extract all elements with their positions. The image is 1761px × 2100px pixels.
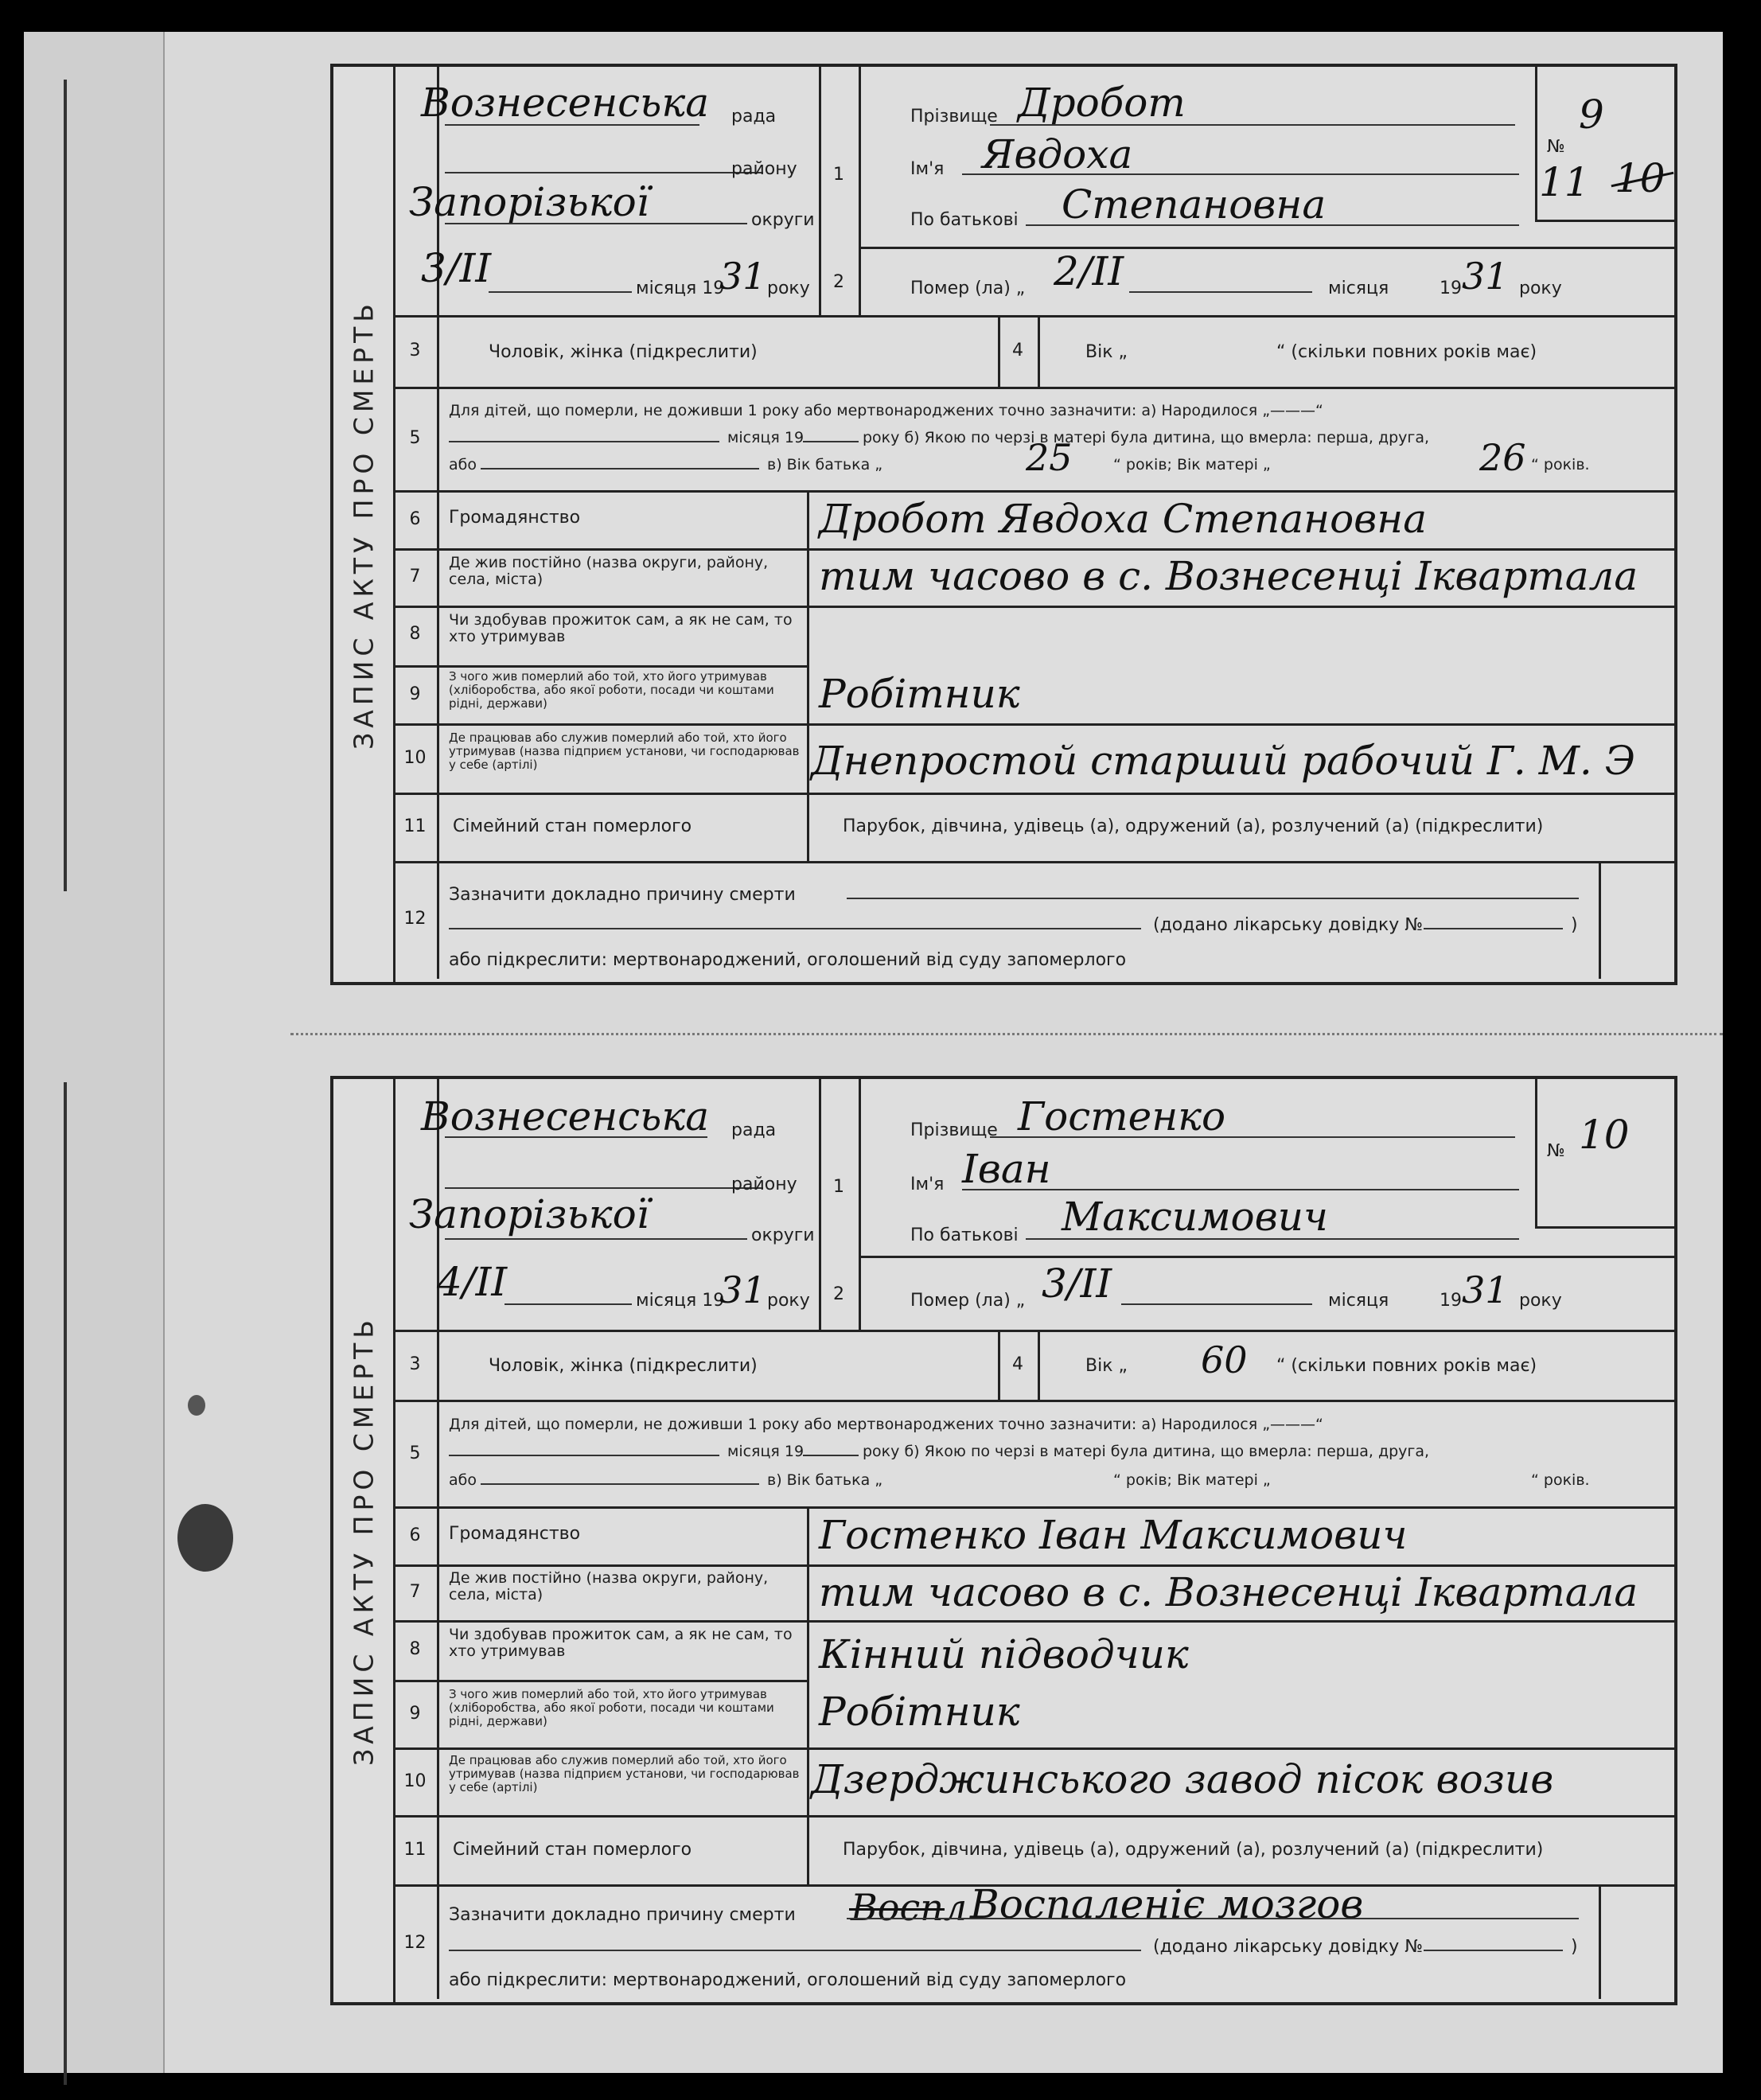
death-date-label: Помер (ла) „: [910, 279, 1026, 298]
support-label: Чи здобував прожиток сам, а як не сам, то хто утримував: [449, 1626, 793, 1660]
row-number: 10: [403, 1771, 427, 1791]
dovidka-label: (додано лікарську довідку №: [1153, 1937, 1424, 1957]
marital-status-label: Сімейний стан померлого: [453, 1840, 692, 1860]
registration-date: 3/II: [421, 245, 492, 291]
patronymic-value: Степановна: [1062, 181, 1327, 228]
row-number: 3: [409, 1354, 421, 1374]
gender-label: Чоловік, жінка (підкреслити): [489, 342, 758, 362]
surname-value: Гостенко: [1018, 1093, 1226, 1140]
father-age: 25: [1026, 436, 1073, 479]
citizenship-value: Гостенко Іван Максимович: [819, 1512, 1408, 1558]
okruhy-label: округи: [751, 1225, 815, 1245]
okruha-value: Запорізької: [409, 1191, 649, 1237]
residence-value: тим часово в с. Вознесенці Ікварталa: [819, 1569, 1638, 1615]
dovidka-close: ): [1571, 915, 1578, 935]
children-line-3b: в) Вік батька „: [767, 456, 883, 473]
record-number-struck: 10: [1615, 155, 1666, 201]
rada-value: Вознесенська: [421, 80, 710, 126]
rada-value: Вознесенська: [421, 1093, 710, 1140]
row-number: 11: [403, 816, 427, 836]
okruha-value: Запорізької: [409, 179, 649, 225]
roku-label: року: [1519, 279, 1562, 298]
roku-label: року: [767, 1291, 810, 1311]
gender-label: Чоловік, жінка (підкреслити): [489, 1356, 758, 1376]
death-date-label: Помер (ла) „: [910, 1291, 1026, 1311]
rada-label: рада: [731, 1120, 777, 1140]
name-value: Іван: [962, 1146, 1051, 1192]
surname-value: Дробот: [1018, 80, 1186, 126]
side-title-column: [333, 1079, 395, 2002]
children-line-3b: в) Вік батька „: [767, 1471, 883, 1489]
cause-label: Зазначити докладно причину смерти: [449, 885, 796, 905]
full-years-label: “ (скільки повних років має): [1276, 342, 1537, 362]
name-label: Ім'я: [910, 1175, 945, 1194]
misiatsia-label: місяця 19: [636, 1291, 725, 1311]
support-value: Кінний підводчик: [819, 1631, 1189, 1677]
year-prefix: 19: [1440, 279, 1462, 298]
row-number: 11: [403, 1840, 427, 1860]
occupation-label: З чого жив померлий або той, хто його утримував (хліборобства, або якої роботи, посади чи коштами рідні, держави): [449, 669, 774, 711]
children-line-3d: “ років.: [1531, 1471, 1590, 1489]
patronymic-label: По батькові: [910, 1225, 1019, 1245]
record-number: 9: [1579, 92, 1604, 138]
row-number: 10: [403, 748, 427, 768]
record-number: 10: [1579, 1112, 1630, 1158]
residence-label: Де жив постійно (назва округи, району, села, міста): [449, 554, 769, 588]
cause-value: Воспаленіє мозгов: [970, 1881, 1364, 1927]
age-value: 60: [1201, 1338, 1248, 1381]
record-number-label: №: [1547, 137, 1565, 157]
workplace-value: Дзерджинського завод пісок возив: [811, 1756, 1554, 1802]
age-label: Вік „: [1085, 342, 1128, 362]
misiatsia-label: місяця: [1328, 1291, 1389, 1311]
row-number: 12: [403, 1933, 427, 1953]
residence-value: тим часово в с. Вознесенці Ікварталa: [819, 553, 1638, 599]
side-title: ЗАПИС АКТУ ПРО СМЕРТЬ: [348, 1315, 379, 1766]
misiatsia-label: місяця 19: [636, 279, 725, 298]
death-record-form-2: [330, 1076, 1677, 2005]
row-number: 3: [409, 341, 421, 360]
row-number: 7: [409, 567, 421, 586]
death-date: 3/II: [1042, 1260, 1112, 1307]
citizenship-label: Громадянство: [449, 508, 581, 528]
surname-label: Прізвище: [910, 1120, 998, 1140]
workplace-value: Днепростой старший рабочий Г. М. Э: [811, 738, 1635, 784]
record-number-label: №: [1547, 1141, 1565, 1161]
surname-label: Прізвище: [910, 107, 998, 127]
occupation-value: Робітник: [819, 1689, 1020, 1735]
death-year: 31: [1462, 1268, 1509, 1311]
side-title: ЗАПИС АКТУ ПРО СМЕРТЬ: [348, 299, 379, 750]
row-number: 7: [409, 1582, 421, 1602]
stillborn-note: або підкреслити: мертвонароджений, оголошений від суду запомерлого: [449, 1970, 1127, 1990]
row-number: 4: [1012, 1354, 1023, 1374]
stain-mark: [177, 1504, 233, 1572]
name-value: Явдоха: [982, 131, 1133, 177]
row-number: 6: [409, 509, 421, 529]
stillborn-note: або підкреслити: мертвонароджений, оголошений від суду запомерлого: [449, 950, 1127, 970]
children-line-3c: “ років; Вік матері „: [1113, 1471, 1271, 1489]
registration-year: 31: [719, 1268, 766, 1311]
patronymic-value: Максимович: [1062, 1194, 1329, 1240]
row-number: 8: [409, 1639, 421, 1659]
row-number: 9: [409, 684, 421, 704]
record-number-extra: 11: [1539, 159, 1590, 205]
children-line-3a: або: [449, 1471, 477, 1489]
side-title-column: [333, 67, 395, 982]
children-line-3d: “ років.: [1531, 456, 1590, 473]
death-year: 31: [1462, 255, 1509, 298]
age-label: Вік „: [1085, 1356, 1128, 1376]
death-record-form-1: [330, 64, 1677, 985]
children-line-3a: або: [449, 456, 477, 473]
children-line-3c: “ років; Вік матері „: [1113, 456, 1271, 473]
raionu-label: району: [731, 1175, 797, 1194]
punch-hole: [188, 1395, 205, 1416]
mother-age: 26: [1479, 436, 1526, 479]
children-line-1: Для дітей, що померли, не доживши 1 року або мертвонароджених точно зазначити: а) Народилося „———“: [449, 402, 1323, 419]
residence-label: Де жив постійно (назва округи, району, села, міста): [449, 1569, 769, 1603]
children-line-2a: місяця 19: [727, 429, 805, 446]
row-number: 12: [403, 909, 427, 929]
marital-status-options: Парубок, дівчина, удівець (а), одружений (а), розлучений (а) (підкреслити): [843, 816, 1544, 836]
citizenship-value: Дробот Явдоха Степановна: [819, 496, 1428, 542]
children-line-1: Для дітей, що померли, не доживши 1 року або мертвонароджених точно зазначити: а) Народилося „———“: [449, 1416, 1323, 1433]
misiatsia-label: місяця: [1328, 279, 1389, 298]
perforation-line: [290, 1033, 1723, 1035]
row-number: 5: [409, 1444, 421, 1463]
registration-year: 31: [719, 255, 766, 298]
rada-label: рада: [731, 107, 777, 127]
children-line-2b: року б) Якою по черзі в матері була дитина, що вмерла: перша, друга,: [863, 1443, 1430, 1460]
row-number: 5: [409, 428, 421, 448]
row-number: 1: [833, 165, 844, 185]
row-number: 2: [833, 272, 844, 292]
children-line-2b: року б) Якою по черзі в матері була дитина, що вмерла: перша, друга,: [863, 429, 1430, 446]
year-prefix: 19: [1440, 1291, 1462, 1311]
dovidka-close: ): [1571, 1937, 1578, 1957]
row-number: 8: [409, 624, 421, 644]
stub-margin-line: [64, 80, 67, 891]
marital-status-label: Сімейний стан померлого: [453, 816, 692, 836]
cause-label: Зазначити докладно причину смерти: [449, 1905, 796, 1925]
dovidka-label: (додано лікарську довідку №: [1153, 915, 1424, 935]
registration-date: 4/II: [437, 1259, 508, 1305]
cause-struck: Воспл: [851, 1886, 968, 1929]
raionu-label: району: [731, 159, 797, 179]
left-stub: [24, 32, 165, 2073]
row-number: 4: [1012, 341, 1023, 360]
occupation-label: З чого жив померлий або той, хто його утримував (хліборобства, або якої роботи, посади чи коштами рідні, держави): [449, 1687, 774, 1728]
marital-status-options: Парубок, дівчина, удівець (а), одружений (а), розлучений (а) (підкреслити): [843, 1840, 1544, 1860]
patronymic-label: По батькові: [910, 210, 1019, 230]
children-line-2a: місяця 19: [727, 1443, 805, 1460]
name-label: Ім'я: [910, 159, 945, 179]
citizenship-label: Громадянство: [449, 1524, 581, 1544]
support-label: Чи здобував прожиток сам, а як не сам, то хто утримував: [449, 611, 793, 645]
roku-label: року: [767, 279, 810, 298]
roku-label: року: [1519, 1291, 1562, 1311]
occupation-value: Робітник: [819, 671, 1020, 717]
full-years-label: “ (скільки повних років має): [1276, 1356, 1537, 1376]
row-number: 6: [409, 1525, 421, 1545]
workplace-label: Де працював або служив померлий або той, хто його утримував (назва підприєм установи, чи господарював у себе (артілі): [449, 731, 800, 772]
stub-margin-line: [64, 1082, 67, 2085]
row-number: 2: [833, 1284, 844, 1304]
death-date: 2/II: [1054, 248, 1124, 294]
workplace-label: Де працював або служив померлий або той, хто його утримував (назва підприєм установи, чи господарював у себе (артілі): [449, 1753, 800, 1794]
okruhy-label: округи: [751, 210, 815, 230]
row-number: 1: [833, 1177, 844, 1197]
row-number: 9: [409, 1704, 421, 1724]
